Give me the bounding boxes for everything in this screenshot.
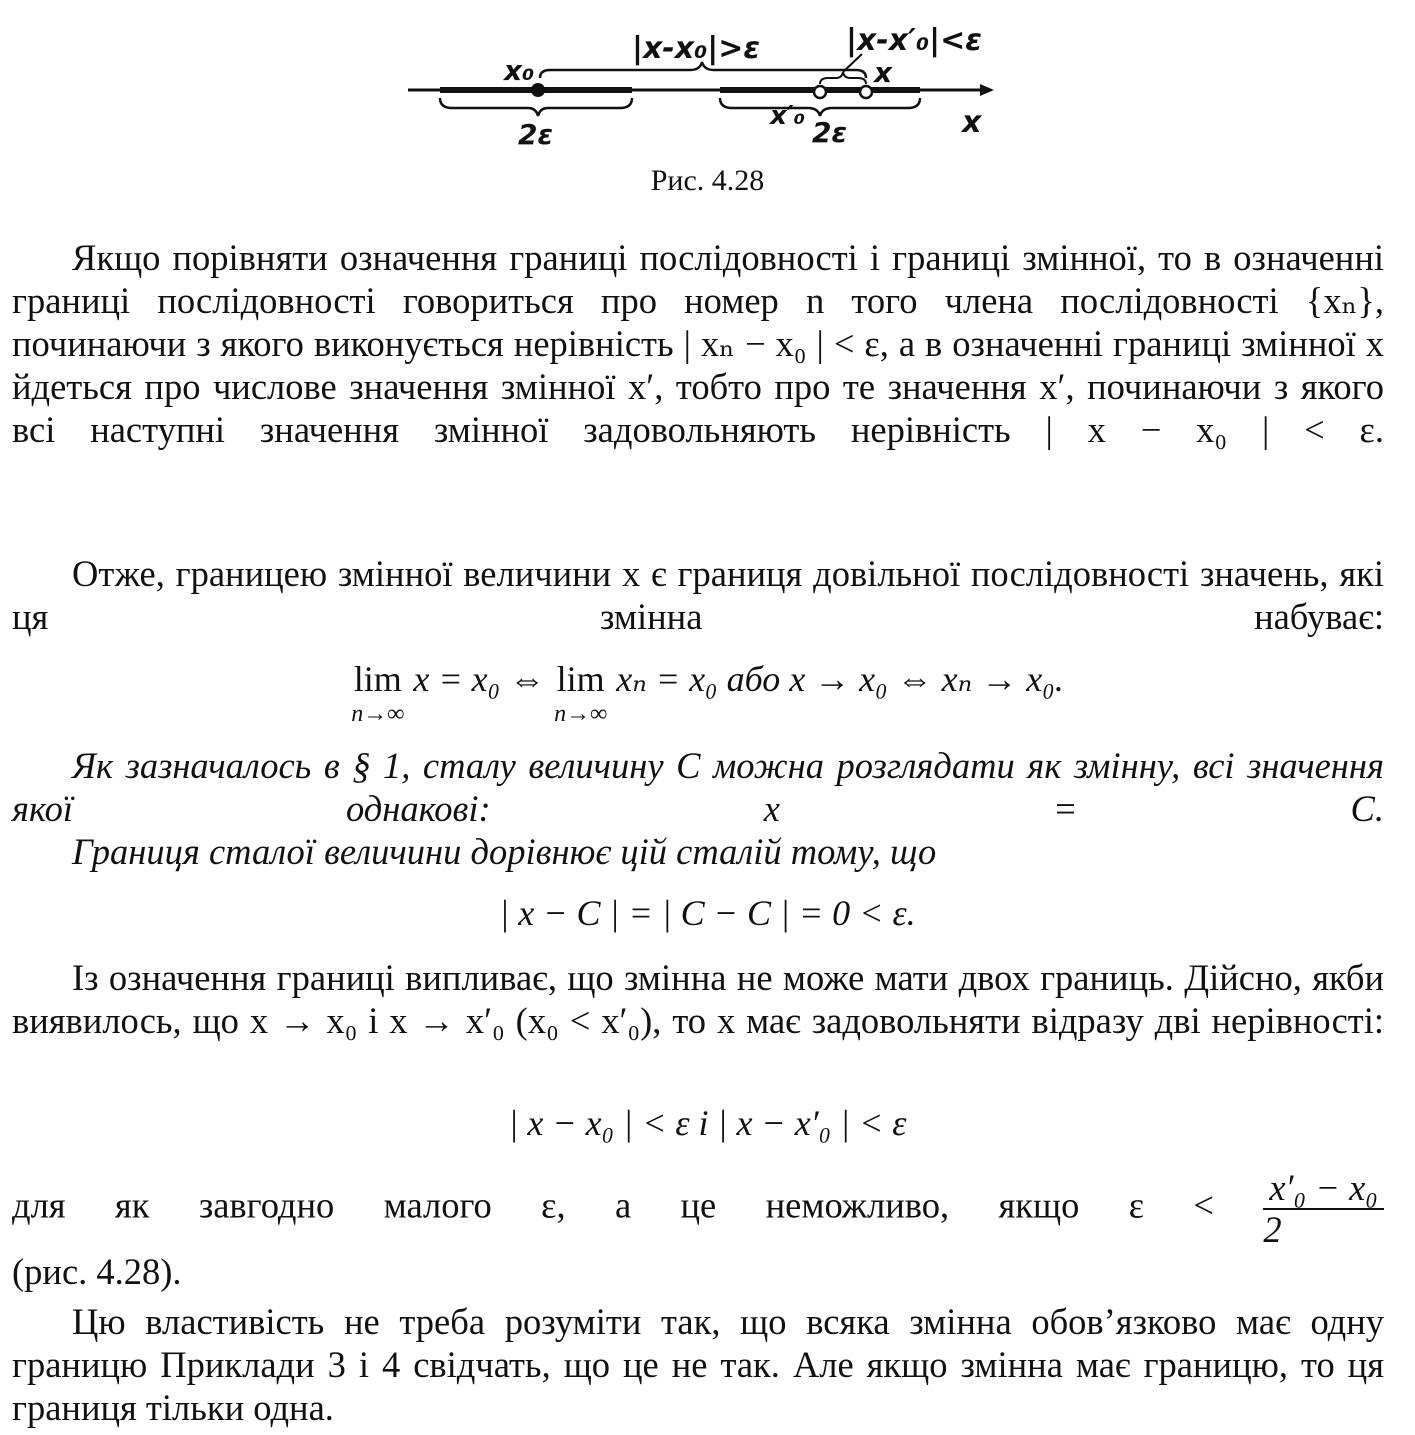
brace-2eps-right [720, 98, 920, 116]
formula-two-inequalities: | x − x₀ | < ε і | x − x′₀ | < ε [508, 1103, 907, 1143]
lim-1-word: lim [353, 659, 402, 699]
paragraph-6-text: для як завгодно малого ε, а це неможливо, якщо ε < [12, 1184, 1214, 1226]
label-x0-prime: x′₀ [770, 101, 806, 131]
brace-2eps-left [440, 98, 632, 116]
fraction [1263, 1168, 1384, 1250]
paragraph-6 [12, 1168, 1384, 1250]
paragraph-5 [12, 956, 1384, 1042]
label-x0: x₀ [504, 54, 535, 87]
paragraph-3-text: Як зазначалось в § 1, сталу величину C можна розглядати як змінну, всі значення якої однакові: x = C. [12, 745, 1384, 829]
lim-1 [351, 658, 404, 726]
lim-2-sub: n→∞ [554, 701, 608, 727]
label-2eps-right: 2ε [812, 116, 848, 149]
paragraph-7 [12, 1300, 1384, 1429]
paragraph-1-text: Якщо порівняти означення границі послідовності і границі змінної, то в означенні границі послідовності говориться про номер n того члена послідовності {xₙ}, починаючи з якого виконується нерівність | xₙ − x₀ | < ε, а в означенні границі змінної x йдеться про числове значення змінної x′, тобто про те значення x′, починаючи з якого всі наступні значення змінної задовольняють нерівність | x − x₀ | < ε. [12, 237, 1384, 450]
formula-limit-equivalence [0, 658, 1415, 726]
paragraph-2-text: Отже, границею змінної величини x є границя довільної послідовності значень, які ця змінна набуває: [12, 553, 1384, 637]
x0-prime-point [814, 86, 826, 98]
paragraph-2 [12, 552, 1384, 638]
paragraph-4-text: Границя сталої величини дорівнює цій сталій тому, що [72, 831, 937, 872]
lim-2-word: lim [556, 659, 605, 699]
label-2eps-left: 2ε [518, 118, 554, 151]
label-axis-x: x [962, 105, 982, 140]
formula-part-a: x = x₀ ⇔ [413, 659, 546, 699]
lim-1-sub: n→∞ [351, 701, 405, 727]
label-abs-lt: |x-x′₀|<ε [846, 23, 982, 58]
brace-abs-lt [820, 72, 866, 84]
label-abs-gt: |x-x₀|>ε [632, 31, 761, 66]
axis-arrow [980, 84, 994, 96]
figure-caption: Рис. 4.28 [650, 164, 765, 197]
lim-2 [554, 658, 607, 726]
number-line-figure [400, 18, 1000, 158]
paragraph-7-text: Цю властивість не треба розуміти так, що всяка змінна обов’язково має одну границю Приклади 3 і 4 свідчать, що це не так. Але якщо змінна має границю, то ця границя тільки одна. [12, 1301, 1384, 1428]
number-line-svg [400, 18, 1000, 158]
paragraph-4 [12, 830, 1384, 873]
x-point [860, 86, 872, 98]
paragraph-6-end: (рис. 4.28). [12, 1251, 182, 1292]
paragraph-3 [12, 744, 1384, 830]
paragraph-1 [12, 236, 1384, 451]
paragraph-5-text: Із означення границі випливає, що змінна не може мати двох границь. Дійсно, якби виявилось, що x → x₀ і x → x′₀ (x₀ < x′₀), то x має задовольняти відразу дві нерівності: [12, 957, 1384, 1041]
formula-part-b: xₙ = x₀ або x → x₀ ⇔ xₙ → x₀. [616, 659, 1064, 699]
label-x-point: x [874, 56, 893, 89]
fraction-denominator: 2 [1263, 1209, 1282, 1250]
formula-constant-limit: | x − C | = | C − C | = 0 < ε. [499, 893, 916, 933]
fraction-numerator: x′₀ − x₀ [1263, 1168, 1384, 1210]
